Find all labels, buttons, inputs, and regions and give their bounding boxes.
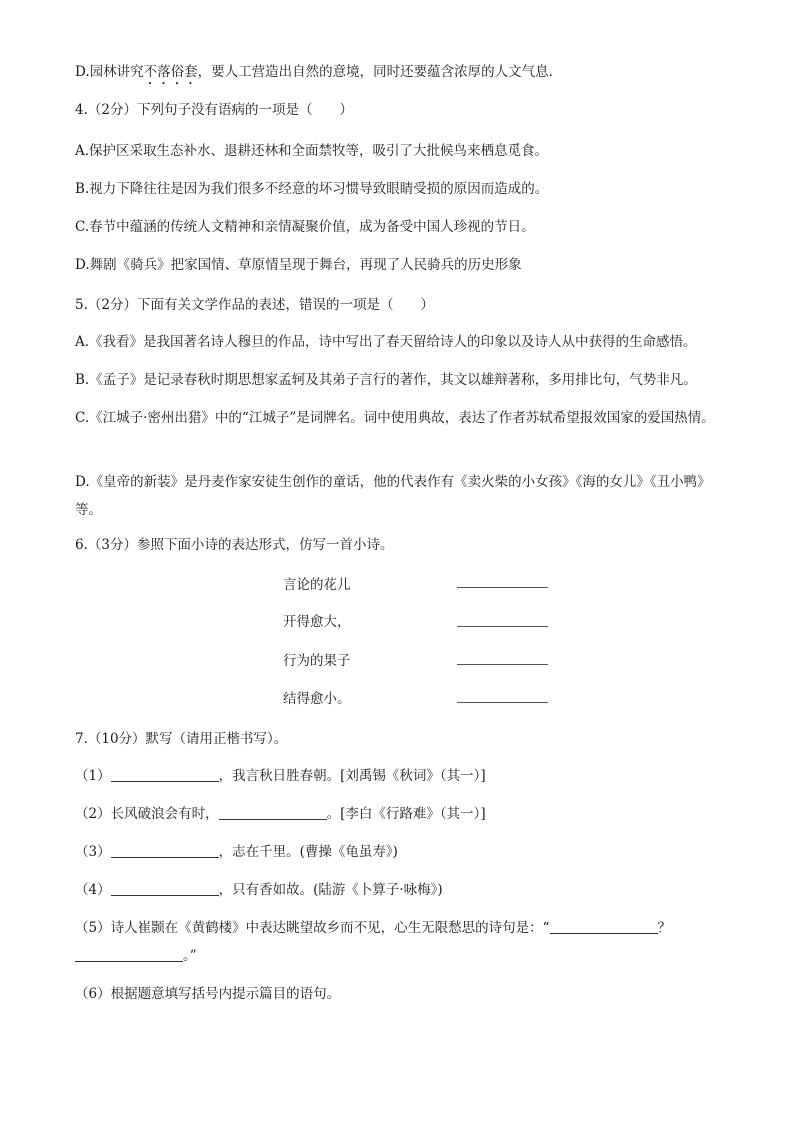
q7-item-1	[75, 767, 486, 785]
poem-answer-blank[interactable]	[457, 626, 548, 627]
q7-item-2-prefix: （2）长风破浪会有时，	[75, 806, 219, 822]
q7-item-2-suffix: 。[李白《行路难》（其一）]	[326, 806, 486, 822]
q3-option-d-prefix: D.园林讲究	[75, 64, 144, 80]
q7-item-4-suffix: ，只有香如故。(陆游《卜算子·咏梅》)	[218, 882, 443, 898]
q7-item-4	[75, 881, 443, 899]
q7-item-2	[75, 805, 486, 823]
q5-option-c: C.《江城子·密州出猎》中的“江城子”是词牌名。词中使用典故，表达了作者苏轼希望报效国家的爱国热情。	[75, 410, 715, 426]
q7-item-1-suffix: ，我言秋日胜春朝。[刘禹锡《秋词》（其一）]	[218, 768, 486, 784]
q3-option-d-suffix: ，要人工营造出自然的意境，同时还要蕴含浓厚的人文气息.	[197, 64, 553, 80]
answer-blank[interactable]	[111, 881, 219, 896]
q5-option-a: A.《我看》是我国著名诗人穆旦的作品，诗中写出了春天留给诗人的印象以及诗人从中获得的生命感悟。	[75, 334, 697, 350]
q7-item-3	[75, 843, 398, 861]
q7-stem: 7.（10分）默写（请用正楷书写）。	[75, 731, 288, 747]
q4-option-b: B.视力下降往往是因为我们很多不经意的坏习惯导致眼睛受损的原因而造成的。	[75, 181, 549, 197]
answer-blank[interactable]	[75, 947, 183, 962]
q4-option-d: D.舞剧《骑兵》把家国情、草原情呈现于舞台，再现了人民骑兵的历史形象	[75, 257, 522, 273]
q7-item-5-prefix: （5）诗人崔颢在《黄鹤楼》中表达眺望故乡而不见，心生无限愁思的诗句是：“	[75, 920, 550, 936]
q4-stem: 4.（2分）下列句子没有语病的一项是（ ）	[75, 102, 353, 118]
q7-item-5-suffix: 。”	[183, 948, 197, 964]
q7-item-3-suffix: ，志在千里。(曹操《龟虽寿》)	[218, 844, 398, 860]
q7-item-4-prefix: （4）	[75, 882, 111, 898]
answer-blank[interactable]	[111, 767, 219, 782]
poem-line: 言论的花儿	[283, 577, 351, 593]
q7-item-5-question-mark: ？	[657, 920, 671, 936]
poem-answer-blank[interactable]	[457, 587, 548, 588]
poem-line: 行为的果子	[283, 653, 351, 669]
q4-option-a: A.保护区采取生态补水、退耕还林和全面禁牧等，吸引了大批候鸟来栖息觅食。	[75, 143, 549, 159]
answer-blank[interactable]	[550, 919, 658, 934]
q6-stem: 6.（3分）参照下面小诗的表达形式，仿写一首小诗。	[75, 537, 394, 553]
q7-item-5-line-1	[75, 919, 671, 937]
q5-stem: 5.（2分）下面有关文学作品的表述，错误的一项是（ ）	[75, 297, 434, 313]
q7-item-6: （6）根据题意填写括号内提示篇目的语句。	[75, 986, 341, 1002]
q5-option-b: B.《孟子》是记录春秋时期思想家孟轲及其弟子言行的著作，其文以雄辩著称，多用排比句，气势非凡。	[75, 372, 697, 388]
q7-item-5-line-2	[75, 947, 197, 965]
q4-option-c: C.春节中蕴涵的传统人文精神和亲情凝聚价值，成为备受中国人珍视的节日。	[75, 219, 535, 235]
poem-answer-blank[interactable]	[457, 664, 548, 665]
q5-option-d: D.《皇帝的新装》是丹麦作家安徒生创作的童话，他的代表作有《卖火柴的小女孩》《海的女儿》《丑小鸭》等。	[75, 474, 711, 518]
poem-line: 结得愈小。	[283, 691, 351, 707]
q7-item-1-prefix: （1）	[75, 768, 111, 784]
q3-option-d-dotted-phrase: 不落俗套	[143, 64, 198, 80]
q3-option-d	[75, 63, 553, 88]
poem-line: 开得愈大，	[283, 614, 351, 630]
answer-blank[interactable]	[111, 843, 219, 858]
poem-answer-blank[interactable]	[457, 702, 548, 703]
q7-item-3-prefix: （3）	[75, 844, 111, 860]
answer-blank[interactable]	[219, 805, 327, 820]
